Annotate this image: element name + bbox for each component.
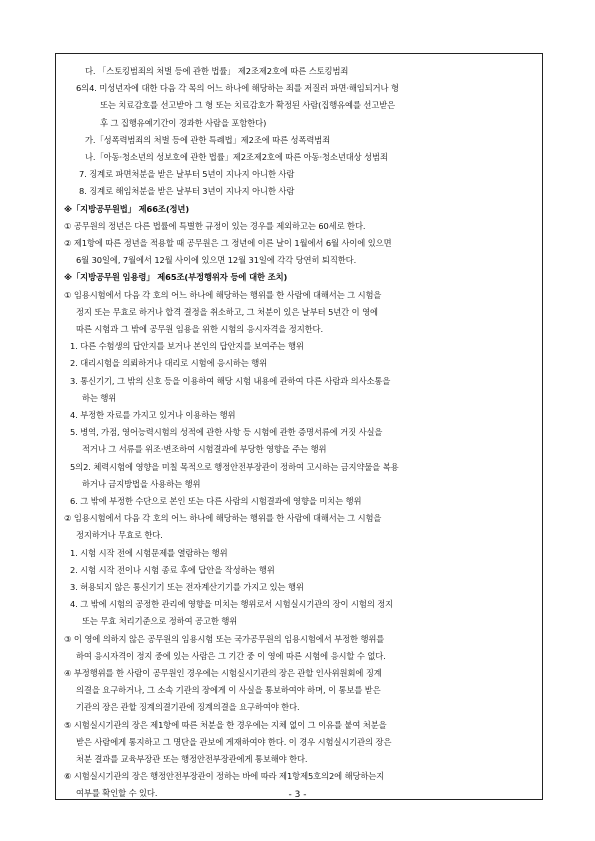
page-number: - 3 - [288, 790, 307, 800]
text-line: 또는 무효 처리기준으로 정하여 공고한 행위 [82, 616, 238, 627]
text-line: 또는 치료감호를 선고받아 그 형 또는 치료감호가 확정된 사람(집행유예를 선고받은 [100, 100, 396, 111]
text-line: 하여 응시자격이 정지 중에 있는 사람은 그 기간 중 이 영에 따른 시험에 응시할 수 없다. [76, 650, 386, 661]
text-line: ⑤ 시험실시기관의 장은 제1항에 따른 처분을 한 경우에는 지체 없이 그 이유를 붙여 처분을 [64, 719, 387, 730]
text-line: 8. 징계로 해임처분을 받은 날부터 3년이 지나지 아니한 사람 [79, 186, 295, 197]
text-line: ② 제1항에 따른 정년을 적용할 때 공무원은 그 정년에 이른 날이 1월에서 6월 사이에 있으면 [64, 238, 392, 248]
text-line: 2. 대리시험을 의뢰하거나 대리로 시험에 응시하는 행위 [70, 358, 268, 369]
text-line: 기관의 장은 관할 징계의결기관에 징계의결을 요구하여야 한다. [76, 702, 300, 713]
text-line: 4. 부정한 자료를 가지고 있거나 이용하는 행위 [70, 410, 236, 420]
section-heading: ※「지방공무원 임용령」 제65조(부정행위자 등에 대한 조치) [64, 272, 288, 283]
text-line: 4. 그 밖에 시험의 공정한 관리에 영향을 미치는 행위로서 시험실시기관의 장이 시험의 정지 [70, 599, 394, 610]
text-line: 하거나 금지방법을 사용하는 행위 [82, 478, 201, 489]
text-line: 받은 사람에게 통지하고 그 명단을 관보에 게재하여야 한다. 이 경우 시험실시기관의 장은 [76, 736, 392, 747]
text-line: 정지 또는 무효로 하거나 합격 결정을 취소하고, 그 처분이 있은 날부터 5년간 이 영에 [76, 306, 378, 317]
text-line: 적거나 그 서류를 위조·변조하여 시험결과에 부당한 영향을 주는 행위 [82, 444, 327, 455]
text-line: 나.「아동·청소년의 성보호에 관한 법률」제2조제2호에 따른 아동·청소년대상 성범죄 [85, 152, 388, 162]
text-line: ① 임용시험에서 다음 각 호의 어느 하나에 해당하는 행위를 한 사람에 대해서는 그 시험을 [64, 289, 382, 300]
text-line: 처분 결과를 교육부장관 또는 행정안전부장관에게 통보해야 한다. [76, 754, 308, 764]
text-line: 5. 병역, 가점, 영어능력시험의 성적에 관한 사항 등 시험에 관한 증명서류에 거짓 사실을 [70, 427, 383, 438]
text-line: 7. 징계로 파면처분을 받은 날부터 5년이 지나지 아니한 사람 [79, 169, 295, 180]
text-line: 여부를 확인할 수 있다. [76, 788, 158, 799]
text-line: 6. 그 밖에 부정한 수단으로 본인 또는 다른 사람의 시험결과에 영향을 미치는 행위 [70, 496, 362, 506]
text-line: ① 공무원의 정년은 다른 법률에 특별한 규정이 있는 경우를 제외하고는 60세로 한다. [64, 220, 366, 231]
text-line: ⑥ 시험실시기관의 장은 행정안전부장관이 정하는 바에 따라 제1항제5호의2에 해당하는지 [64, 771, 385, 782]
text-line: ④ 부정행위를 한 사람이 공무원인 경우에는 시험실시기관의 장은 관할 인사위원회에 징계 [64, 668, 382, 678]
text-line: 정지하거나 무효로 한다. [76, 530, 163, 541]
text-line: 하는 행위 [82, 392, 117, 403]
text-line: 6의4. 미성년자에 대한 다음 각 목의 어느 하나에 해당하는 죄를 저질러 파면·해임되거나 형 [76, 83, 399, 94]
text-line: ② 임용시험에서 다음 각 호의 어느 하나에 해당하는 행위를 한 사람에 대해서는 그 시험을 [64, 513, 382, 524]
text-line: 따른 시험과 그 밖에 공무원 임용을 위한 시험의 응시자격을 정지한다. [76, 324, 323, 334]
text-line: ③ 이 영에 의하지 않은 공무원의 임용시험 또는 국가공무원의 임용시험에서 부정한 행위를 [64, 633, 385, 644]
text-line: 가.「성폭력범죄의 처벌 등에 관한 특례법」제2조에 따른 성폭력범죄 [85, 134, 331, 145]
text-line: 2. 시험 시작 전이나 시험 종료 후에 답안을 작성하는 행위 [70, 564, 275, 575]
section-heading: ※「지방공무원법」 제66조(정년) [64, 203, 190, 214]
text-line: 3. 통신기기, 그 밖의 신호 등을 이용하여 해당 시험 내용에 관하여 다른 사람과 의사소통을 [70, 375, 391, 386]
text-line: 후 그 집행유예기간이 경과한 사람을 포함한다) [100, 117, 267, 128]
text-line: 3. 허용되지 않은 통신기기 또는 전자계산기기를 가지고 있는 행위 [70, 582, 304, 592]
text-line: 1. 시험 시작 전에 시험문제를 열람하는 행위 [70, 547, 228, 558]
text-line: 5의2. 체력시험에 영향을 미칠 목적으로 행정안전부장관이 정하여 고시하는 금지약물을 복용 [70, 461, 399, 472]
text-line: 의결을 요구하거나, 그 소속 기관의 장에게 이 사실을 통보하여야 하며, 이 통보를 받은 [76, 685, 381, 696]
text-line: 다. 「스토킹범죄의 처벌 등에 관한 법률」 제2조제2호에 따른 스토킹범죄 [85, 66, 349, 76]
text-line: 6월 30일에, 7월에서 12월 사이에 있으면 12월 31일에 각각 당연히 퇴직한다. [76, 255, 357, 266]
text-line: 1. 다른 수험생의 답안지를 보거나 본인의 답안지를 보여주는 행위 [70, 341, 304, 352]
